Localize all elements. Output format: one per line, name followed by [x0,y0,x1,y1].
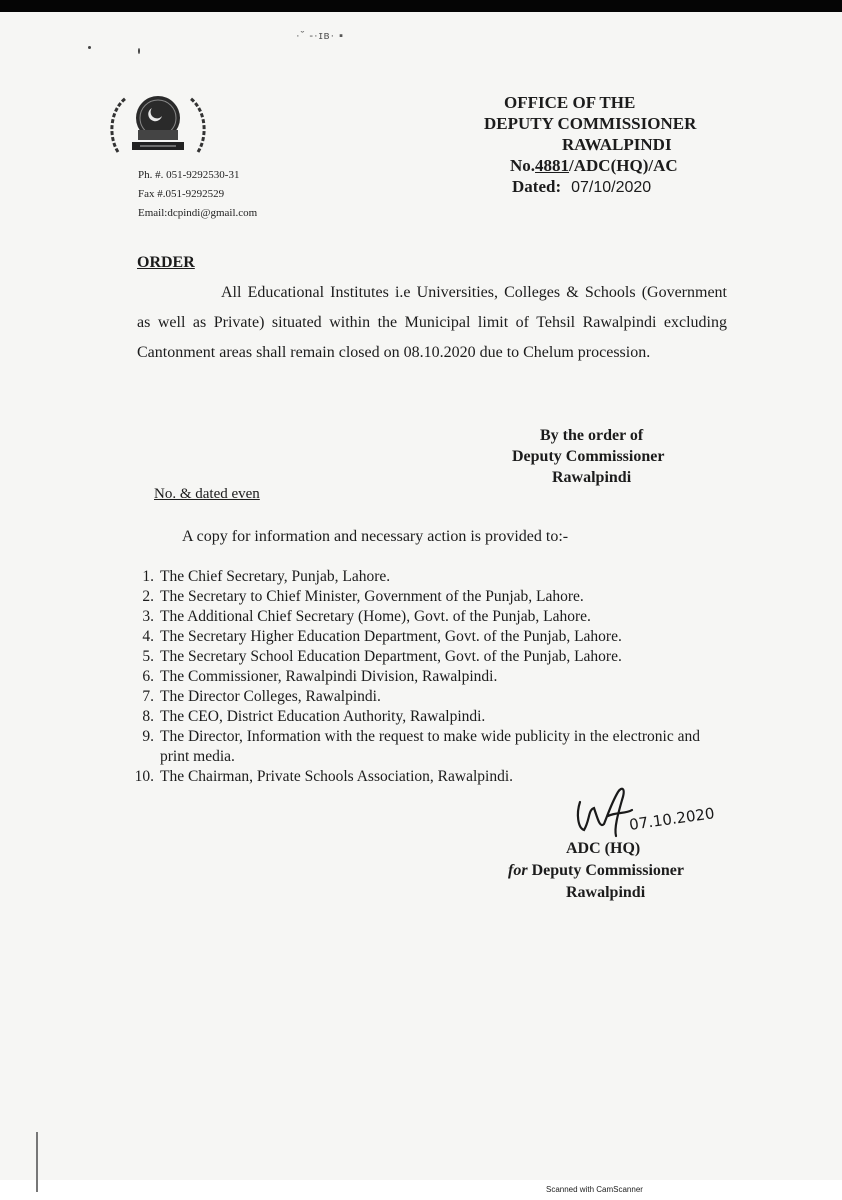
for-prefix: for [508,862,528,879]
list-item: 6. The Commissioner, Rawalpindi Division, Rawalpindi. [142,668,498,685]
office-line-3: RAWALPINDI [562,135,672,154]
by-order-line-1: By the order of [540,427,644,444]
reference-number [470,155,770,176]
ref-number: 4881 [535,156,570,175]
list-item: 1. The Chief Secretary, Punjab, Lahore. [142,568,391,585]
list-item: 4. The Secretary Higher Education Department, Govt. of the Punjab, Lahore. [142,628,622,645]
top-dark-border [0,0,842,12]
office-line-1: OFFICE OF THE [504,93,636,112]
office-line-2: DEPUTY COMMISSIONER [484,114,697,133]
scan-speck [138,48,140,54]
list-item: 10. The Chairman, Private Schools Association, Rawalpindi. [134,768,514,785]
fax-number: Fax #.051-9292529 [138,188,225,200]
office-header [470,92,770,198]
by-order-line-3: Rawalpindi [552,469,632,486]
no-dated-even: No. & dated even [154,486,260,502]
copy-intro: A copy for information and necessary action is provided to:- [182,528,569,545]
signatory-for-line [508,860,748,882]
email-address: Email:dcpindi@gmail.com [138,207,258,219]
signatory-place: Rawalpindi [566,884,646,901]
by-order-block [512,425,752,488]
list-item: 5. The Secretary School Education Department, Govt. of the Punjab, Lahore. [142,648,622,665]
ref-prefix: No. [510,156,536,175]
signature-date: 07.10.2020 [628,804,716,834]
handwritten-signature [568,780,718,842]
distribution-list [128,567,728,787]
list-item: 9. The Director, Information with the request to make wide publicity in the electronic and print media. [142,728,700,765]
signatory-block [508,838,748,904]
list-item: 3. The Additional Chief Secretary (Home), Govt. of the Punjab, Lahore. [142,608,591,625]
scan-speck [88,46,91,49]
dated-line [470,176,770,198]
paper-edge-line [36,1132,38,1192]
list-item: 2. The Secretary to Chief Minister, Government of the Punjab, Lahore. [142,588,584,605]
scan-mark: ·ˇ ‑·ɪʙ· ▪ [296,30,345,42]
for-rest: Deputy Commissioner [531,862,684,879]
dated-value: 07/10/2020 [571,179,652,196]
by-order-line-2: Deputy Commissioner [512,448,665,465]
phone-number: Ph. #. 051-9292530-31 [138,169,240,181]
scanner-watermark: Scanned with CamScanner [546,1185,643,1194]
contact-details [138,166,257,223]
dated-label: Dated: [512,177,562,196]
signatory-title: ADC (HQ) [566,840,641,857]
punjab-government-emblem-icon [104,88,212,160]
order-body: All Educational Institutes i.e Universities, Colleges & Schools (Government as well as Private) situated within the Municipal limit of Tehsil Rawalpindi excluding Cantonment areas shall remain closed on 08.10.2020 due to Chelum procession. [137,284,727,361]
order-heading: ORDER [137,254,195,271]
list-item: 8. The CEO, District Education Authority, Rawalpindi. [142,708,486,725]
ref-suffix: /ADC(HQ)/AC [569,156,678,175]
list-item: 7. The Director Colleges, Rawalpindi. [142,688,381,705]
